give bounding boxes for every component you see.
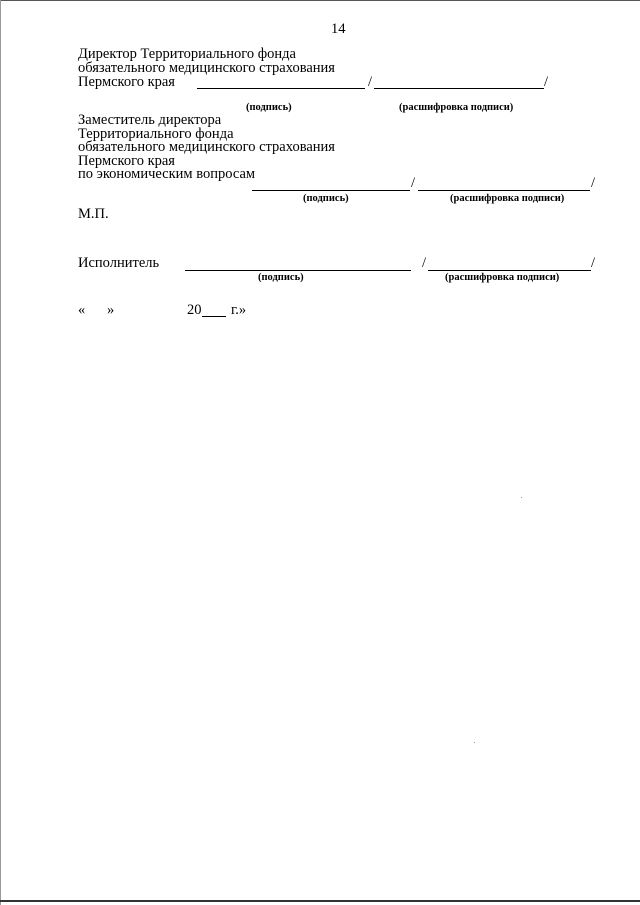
deputy-title-line3: обязательного медицинского страхования xyxy=(78,139,335,155)
director-signature-line xyxy=(197,88,365,89)
deputy-slash-2: / xyxy=(591,175,596,191)
director-title-line3: Пермского края xyxy=(78,74,175,90)
scan-speck xyxy=(521,497,522,498)
executor-label: Исполнитель xyxy=(78,255,160,271)
executor-caption-decode: (расшифровка подписи) xyxy=(445,272,560,283)
executor-decode-line xyxy=(428,270,591,271)
executor-slash-1: / xyxy=(422,255,427,271)
date-close-quote: » xyxy=(107,302,115,318)
deputy-title-line4: Пермского края xyxy=(78,153,175,169)
deputy-title-line2: Территориального фонда xyxy=(78,126,234,142)
executor-signature-line xyxy=(185,270,411,271)
deputy-slash-1: / xyxy=(411,175,416,191)
date-year-blank-line xyxy=(202,316,226,317)
page-edge-bottom xyxy=(0,900,640,902)
director-slash-2: / xyxy=(544,74,549,90)
deputy-signature-line xyxy=(252,190,410,191)
date-year-suffix: г.» xyxy=(231,302,247,318)
executor-slash-2: / xyxy=(591,255,596,271)
director-caption-signature: (подпись) xyxy=(246,102,292,113)
deputy-title-line1: Заместитель директора xyxy=(78,112,222,128)
date-year-prefix: 20 xyxy=(187,302,202,318)
page-number: 14 xyxy=(331,21,346,37)
date-open-quote: « xyxy=(78,302,86,318)
stamp-place-label: М.П. xyxy=(78,206,109,222)
director-slash-1: / xyxy=(368,74,373,90)
page-edge-top xyxy=(0,0,640,1)
deputy-decode-line xyxy=(418,190,590,191)
director-title-line2: обязательного медицинского страхования xyxy=(78,60,335,76)
page-edge-left xyxy=(0,0,1,905)
scan-speck xyxy=(474,742,475,743)
deputy-caption-decode: (расшифровка подписи) xyxy=(450,193,565,204)
deputy-caption-signature: (подпись) xyxy=(303,193,349,204)
director-title-line1: Директор Территориального фонда xyxy=(78,46,296,62)
executor-caption-signature: (подпись) xyxy=(258,272,304,283)
deputy-title-line5: по экономическим вопросам xyxy=(78,166,256,182)
director-caption-decode: (расшифровка подписи) xyxy=(399,102,514,113)
director-decode-line xyxy=(374,88,544,89)
